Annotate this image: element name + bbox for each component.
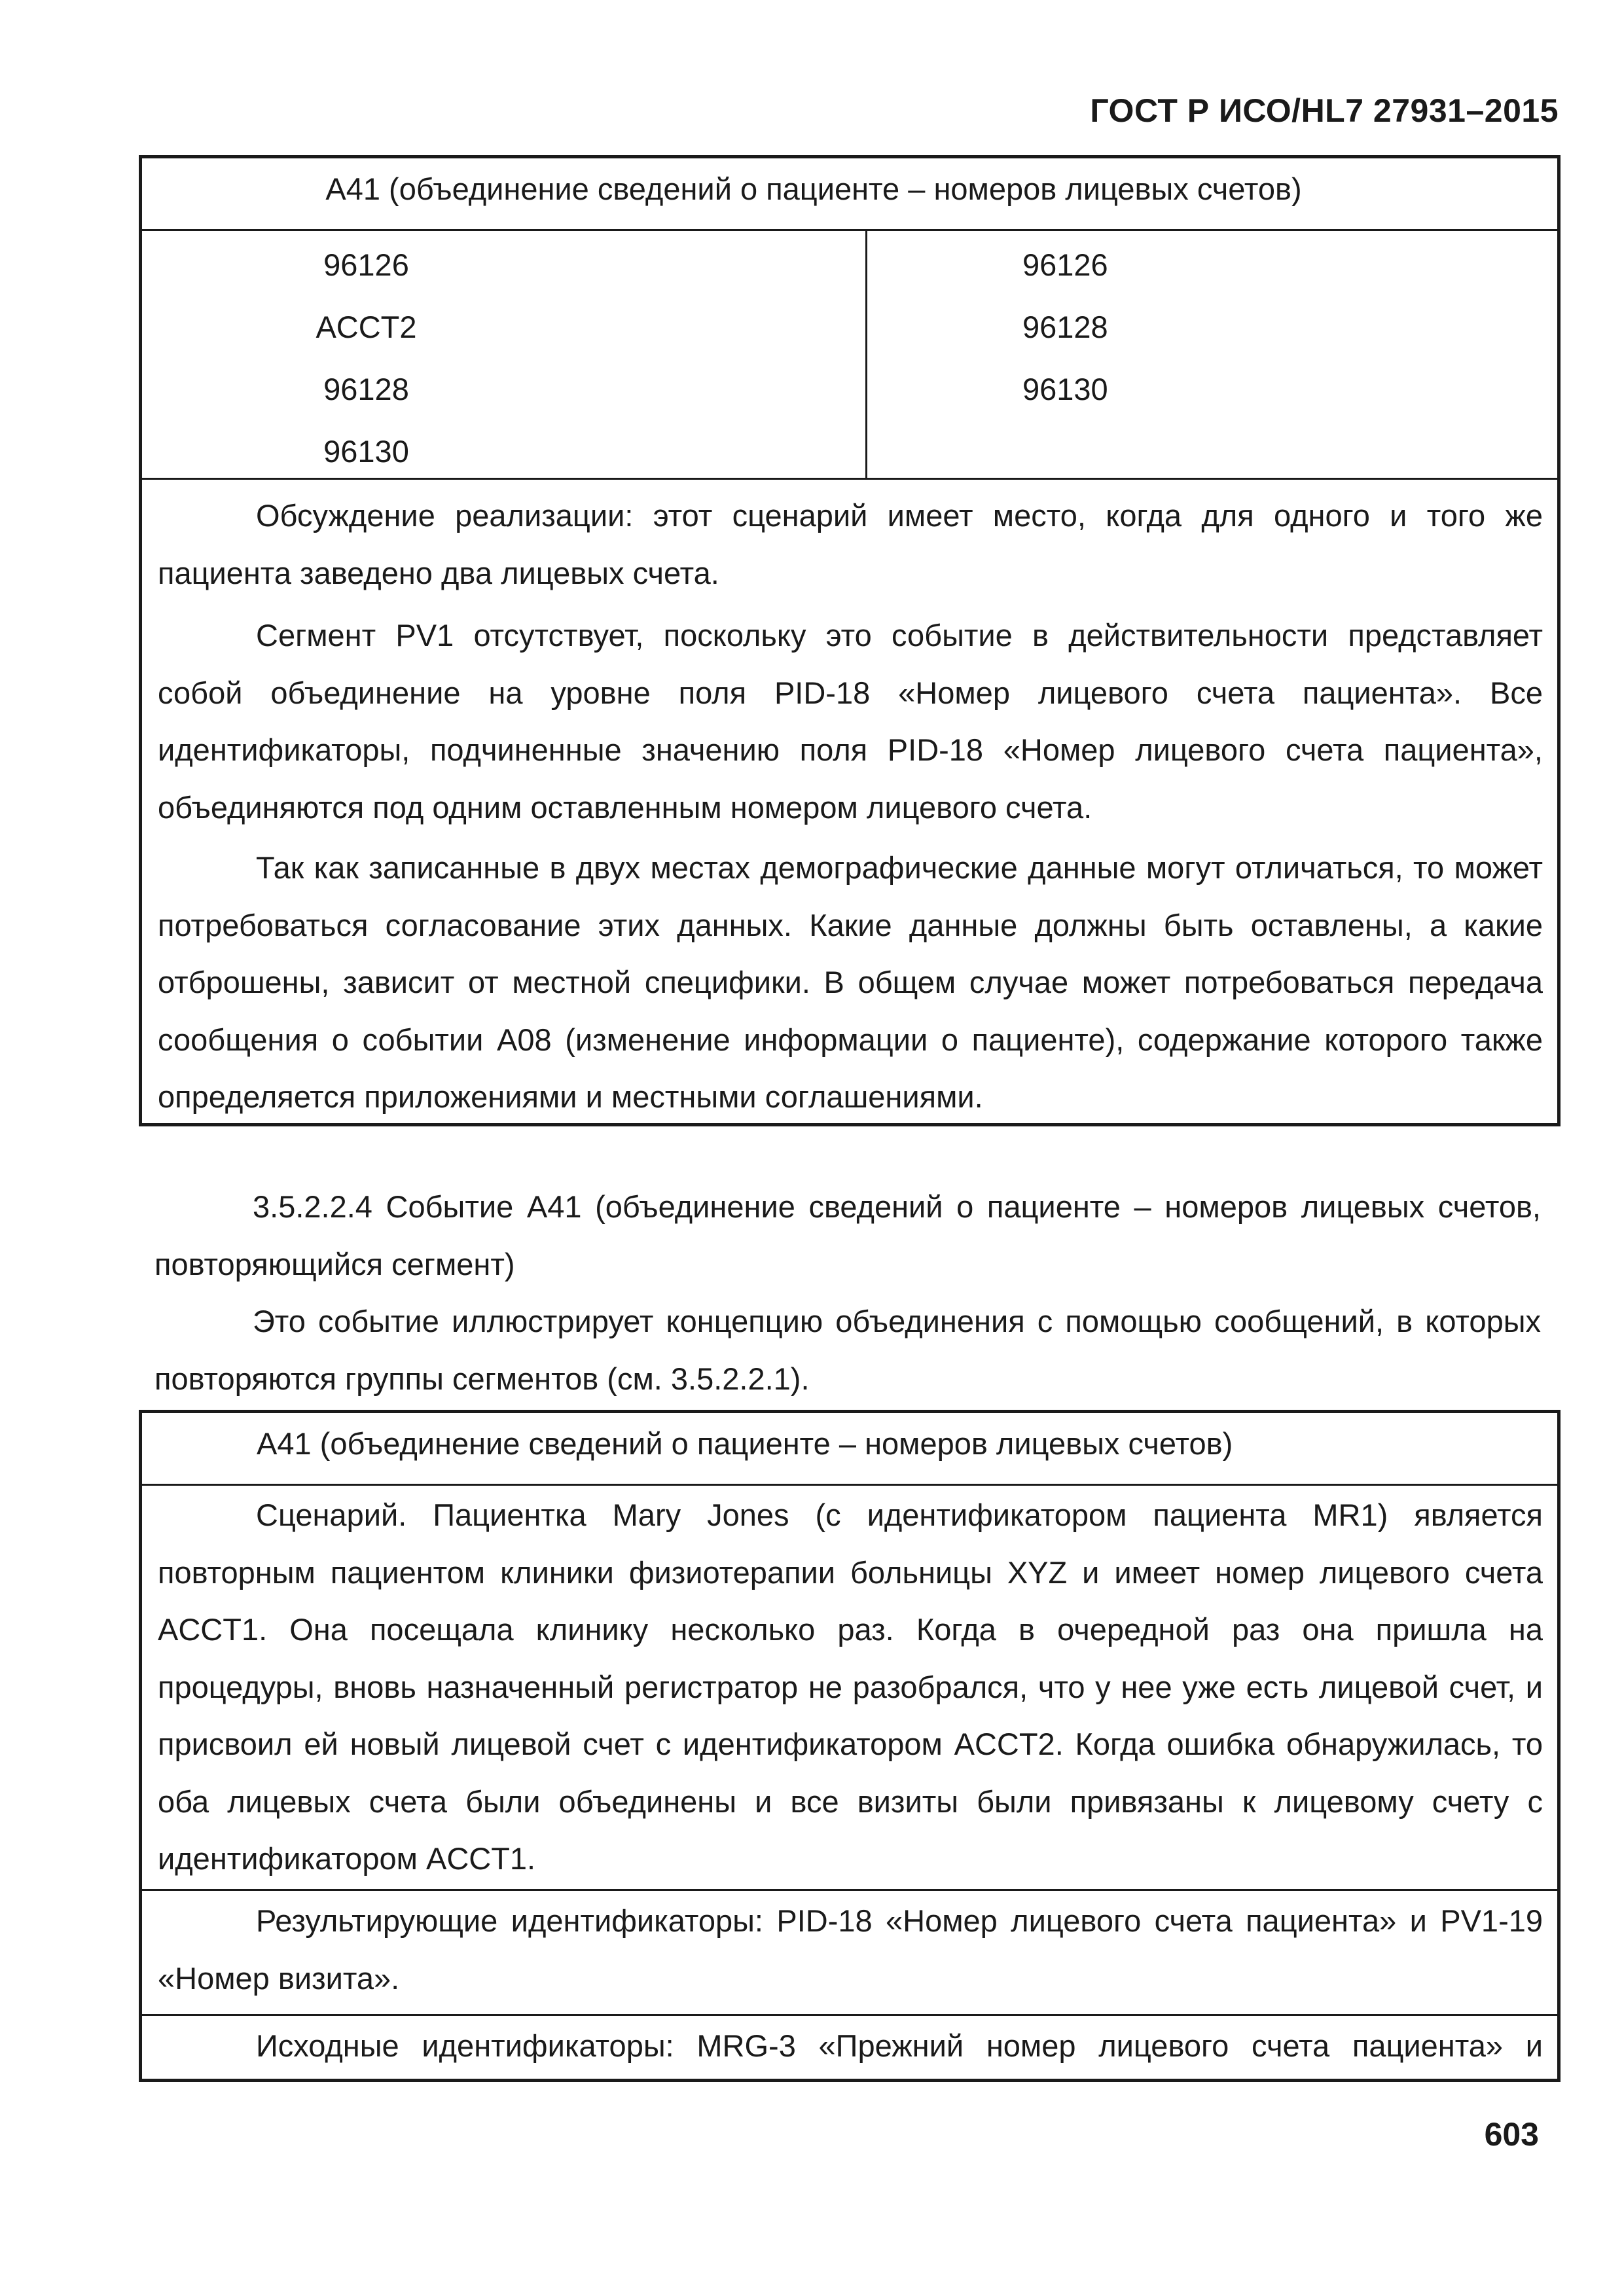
table-caption: А41 (объединение сведений о пациенте – номеров лицевых счетов)	[257, 1426, 1233, 1461]
after-merge-ids	[1022, 234, 1108, 420]
table-divider	[142, 478, 1557, 480]
table-divider	[142, 1484, 1557, 1486]
source-ids-paragraph: Исходные идентификаторы: MRG-3 «Прежний номер лицевого счета пациента» и	[256, 2028, 1543, 2063]
section-intro-paragraph: Это событие иллюстрирует концепцию объединения с помощью сообщений, в которых повторяются группы сегментов (см. 3.5.2.2.1).	[154, 1304, 1541, 1396]
page-number: 603	[1484, 2116, 1539, 2153]
list-item: 96128	[323, 372, 409, 406]
scenario-paragraph: Сценарий. Пациентка Mary Jones (с идентификатором пациента MR1) является повторным пациентом клиники физиотерапии больницы XYZ и имеет номер лицевого счета ACCT1. Она посещала клинику несколько раз. Когда в очередной раз она пришла на процедуры, вновь назначенный регистратор не разобрался, что у нее уже есть лицевой счет, и присвоил ей новый лицевой счет с идентификатором ACCT2. Когда ошибка обнаружилась, то оба лицевых счета были объединены и все визиты были привязаны к лицевому счету с идентификатором ACCT1.	[158, 1498, 1543, 1876]
event-table-1	[139, 155, 1561, 1126]
list-item: 96130	[1022, 372, 1108, 406]
document-standard-header: ГОСТ Р ИСО/HL7 27931–2015	[1090, 92, 1559, 129]
result-ids-paragraph: Результирующие идентификаторы: PID-18 «Номер лицевого счета пациента» и PV1-19 «Номер визита».	[158, 1903, 1543, 1996]
table-caption: А41 (объединение сведений о пациенте – номеров лицевых счетов)	[325, 171, 1302, 206]
list-item: 96128	[1022, 310, 1108, 344]
implementation-discussion-paragraph: Так как записанные в двух местах демографические данные могут отличаться, то может потребоваться согласование этих данных. Какие данные должны быть оставлены, а какие отброшены, зависит от местной специфики. В общем случае может потребоваться передача сообщения о событии А08 (изменение информации о пациенте), содержание которого также определяется приложениями и местными соглашениями.	[158, 850, 1543, 1114]
table-divider	[142, 2014, 1557, 2016]
table-divider	[142, 1889, 1557, 1891]
before-merge-ids	[142, 234, 865, 482]
implementation-discussion-paragraph: Обсуждение реализации: этот сценарий имеет место, когда для одного и того же пациента заведено два лицевых счета.	[158, 498, 1543, 590]
event-table-2	[139, 1410, 1561, 2082]
list-item: 96126	[323, 247, 409, 282]
implementation-discussion-paragraph: Сегмент PV1 отсутствует, поскольку это событие в действительности представляет собой объединение на уровне поля PID-18 «Номер лицевого счета пациента». Все идентификаторы, подчиненные значению поля PID-18 «Номер лицевого счета пациента», объединяются под одним оставленным номером лицевого счета.	[158, 618, 1543, 825]
list-item: 96130	[323, 434, 409, 469]
section-heading: 3.5.2.2.4 Событие А41 (объединение сведений о пациенте – номеров лицевых счетов, повторяющийся сегмент)	[154, 1189, 1541, 1282]
list-item: ACCT2	[316, 310, 417, 344]
column-divider	[865, 229, 867, 478]
table-divider	[142, 229, 1557, 231]
list-item: 96126	[1022, 247, 1108, 282]
